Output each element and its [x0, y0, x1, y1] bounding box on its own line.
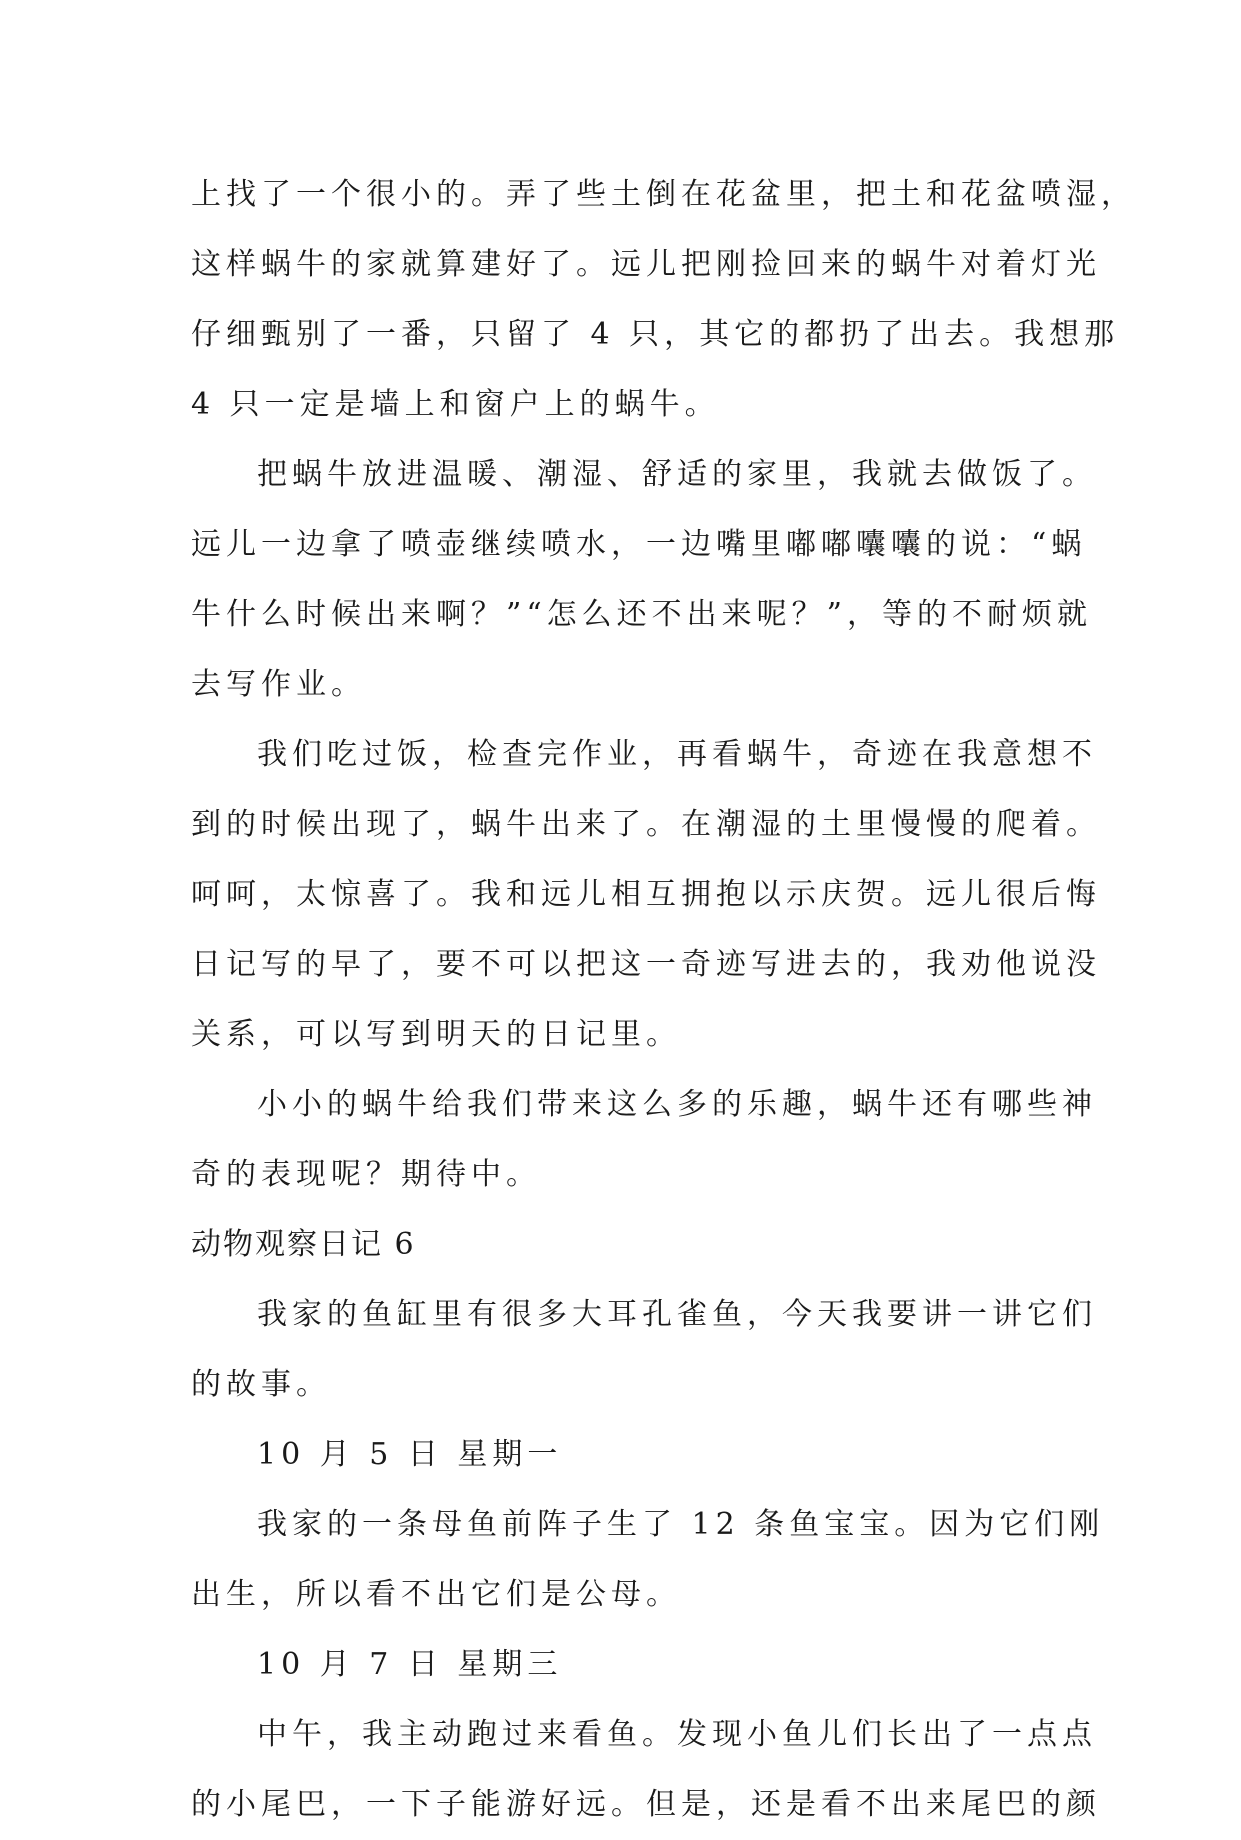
section-title: 动物观察日记 6 [191, 1227, 416, 1262]
text-line: 仔细甄别了一番，只留了 4 只，其它的都扔了出去。我想那 [191, 317, 1120, 352]
diary-date: 10 月 5 日 星期一 [257, 1437, 563, 1472]
diary-date: 10 月 7 日 星期三 [257, 1647, 563, 1682]
text-line: 把蜗牛放进温暖、潮湿、舒适的家里，我就去做饭了。 [257, 457, 1097, 492]
text-line: 呵呵，太惊喜了。我和远儿相互拥抱以示庆贺。远儿很后悔 [191, 877, 1101, 912]
text-line: 上找了一个很小的。弄了些土倒在花盆里，把土和花盆喷湿， [191, 177, 1136, 212]
text-line: 4 只一定是墙上和窗户上的蜗牛。 [191, 387, 720, 422]
text-line: 日记写的早了，要不可以把这一奇迹写进去的，我劝他说没 [191, 947, 1101, 982]
text-line: 的小尾巴，一下子能游好远。但是，还是看不出来尾巴的颜 [191, 1787, 1101, 1822]
text-line: 我家的鱼缸里有很多大耳孔雀鱼，今天我要讲一讲它们 [257, 1297, 1097, 1332]
text-line: 出生，所以看不出它们是公母。 [191, 1577, 681, 1612]
text-line: 中午，我主动跑过来看鱼。发现小鱼儿们长出了一点点 [257, 1717, 1097, 1752]
text-line: 小小的蜗牛给我们带来这么多的乐趣，蜗牛还有哪些神 [257, 1087, 1097, 1122]
text-line: 奇的表现呢？期待中。 [191, 1157, 541, 1192]
text-line: 的故事。 [191, 1367, 331, 1402]
text-line: 关系，可以写到明天的日记里。 [191, 1017, 681, 1052]
text-line: 我家的一条母鱼前阵子生了 12 条鱼宝宝。因为它们刚 [257, 1507, 1105, 1542]
document-body [191, 160, 1136, 1840]
text-line: 到的时候出现了，蜗牛出来了。在潮湿的土里慢慢的爬着。 [191, 807, 1101, 842]
text-line: 我们吃过饭，检查完作业，再看蜗牛，奇迹在我意想不 [257, 737, 1097, 772]
text-line: 牛什么时候出来啊？”“怎么还不出来呢？”，等的不耐烦就 [191, 597, 1093, 632]
text-line: 这样蜗牛的家就算建好了。远儿把刚捡回来的蜗牛对着灯光 [191, 247, 1101, 282]
text-line: 远儿一边拿了喷壶继续喷水，一边嘴里嘟嘟囔囔的说：“蜗 [191, 527, 1087, 562]
text-line: 去写作业。 [191, 667, 366, 702]
